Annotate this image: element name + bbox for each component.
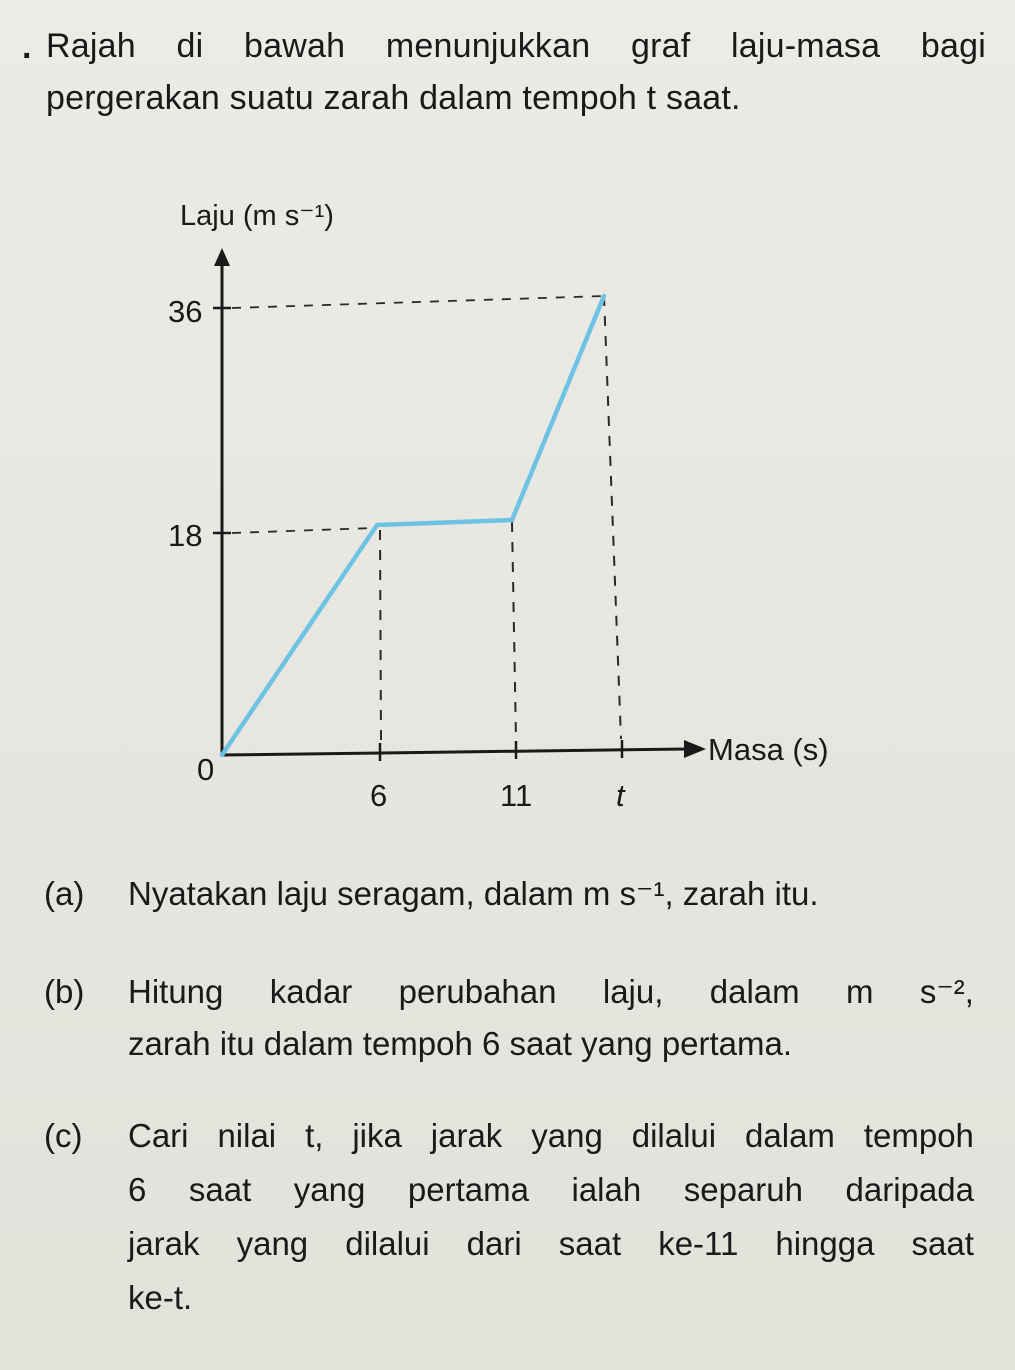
intro-word: di xyxy=(176,27,204,65)
x-axis xyxy=(222,749,688,755)
question-b-word: kadar xyxy=(269,973,353,1010)
ref-line-y36 xyxy=(232,296,604,308)
y-tick-label-18: 18 xyxy=(168,518,203,553)
question-c-line-2 xyxy=(128,1164,974,1216)
question-c-word: separuh xyxy=(683,1171,804,1208)
origin-label: 0 xyxy=(197,752,215,787)
question-c-word: tempoh xyxy=(863,1117,974,1154)
ref-line-xt xyxy=(604,296,621,739)
question-a xyxy=(0,868,1015,928)
question-c-word: nilai xyxy=(217,1117,277,1154)
question-b-word: Hitung xyxy=(128,973,224,1010)
question-b xyxy=(0,966,1015,1076)
question-c-line-3 xyxy=(128,1218,974,1270)
question-b-word: m xyxy=(846,973,874,1010)
question-c-word: yang xyxy=(293,1171,366,1208)
question-b-word: perubahan xyxy=(398,973,557,1010)
question-c-word: dilalui xyxy=(345,1225,430,1262)
y-axis-arrowhead xyxy=(214,248,230,266)
series-segment-1 xyxy=(222,525,377,755)
ref-line-x6 xyxy=(380,530,381,742)
question-c-word: ke-11 xyxy=(658,1225,739,1262)
question-b-line-1 xyxy=(128,966,974,1018)
question-c-word: saat xyxy=(188,1171,252,1208)
question-c-word: dalam xyxy=(745,1117,835,1154)
question-c xyxy=(0,1110,1015,1340)
question-c-label: (c) xyxy=(44,1117,83,1154)
bullet-mark: . xyxy=(22,28,32,66)
question-c-word: Cari xyxy=(128,1117,189,1154)
speed-series xyxy=(222,296,604,755)
question-c-word: hingga xyxy=(775,1225,875,1262)
ref-line-y18 xyxy=(232,528,374,533)
question-b-word: dalam xyxy=(709,973,800,1010)
question-a-label: (a) xyxy=(44,875,85,912)
intro-word: Rajah xyxy=(46,27,136,65)
series-segment-2 xyxy=(377,520,512,525)
question-c-word: yang xyxy=(236,1225,309,1262)
series-segment-3 xyxy=(512,296,604,520)
x-tick-label-t: t xyxy=(616,778,625,813)
y-tick-label-36: 36 xyxy=(168,294,203,329)
question-c-word: ialah xyxy=(571,1171,642,1208)
question-c-line-4: ke-t. xyxy=(128,1279,193,1316)
question-c-line-1 xyxy=(128,1110,974,1162)
question-b-label: (b) xyxy=(44,973,85,1010)
question-b-word: laju, xyxy=(602,973,664,1010)
question-a-line-1: Nyatakan laju seragam, dalam m s⁻¹, zarah itu. xyxy=(128,875,819,912)
intro-line-2: pergerakan suatu zarah dalam tempoh t saat. xyxy=(46,79,741,117)
y-axis-label: Laju (m s⁻¹) xyxy=(180,200,334,232)
question-c-word: jarak xyxy=(128,1225,200,1262)
intro-word: laju-masa xyxy=(731,27,881,65)
question-c-word: jarak xyxy=(430,1117,503,1154)
question-c-word: yang xyxy=(531,1117,603,1154)
ref-line-x11 xyxy=(512,522,516,740)
question-c-word: saat xyxy=(911,1225,974,1262)
intro-word: bawah xyxy=(244,27,346,65)
intro-word: bagi xyxy=(920,27,986,65)
question-c-word: dari xyxy=(466,1225,522,1262)
x-tick-label-6: 6 xyxy=(370,778,388,813)
question-c-word: 6 xyxy=(128,1171,147,1208)
question-b-word: s⁻², xyxy=(919,973,974,1010)
x-axis-arrowhead xyxy=(684,740,706,758)
question-b-line-2: zarah itu dalam tempoh 6 saat yang pertama. xyxy=(128,1025,793,1062)
intro-word: menunjukkan xyxy=(385,27,591,65)
question-c-word: saat xyxy=(558,1225,622,1262)
question-c-word: pertama xyxy=(407,1171,529,1208)
question-c-word: daripada xyxy=(845,1171,974,1208)
question-c-word: t, xyxy=(305,1117,324,1154)
question-c-word: jika xyxy=(352,1117,402,1154)
question-c-word: dilalui xyxy=(631,1117,717,1154)
x-axis-label: Masa (s) xyxy=(708,732,829,767)
x-tick-label-11: 11 xyxy=(500,778,533,813)
intro-word: graf xyxy=(631,27,691,65)
